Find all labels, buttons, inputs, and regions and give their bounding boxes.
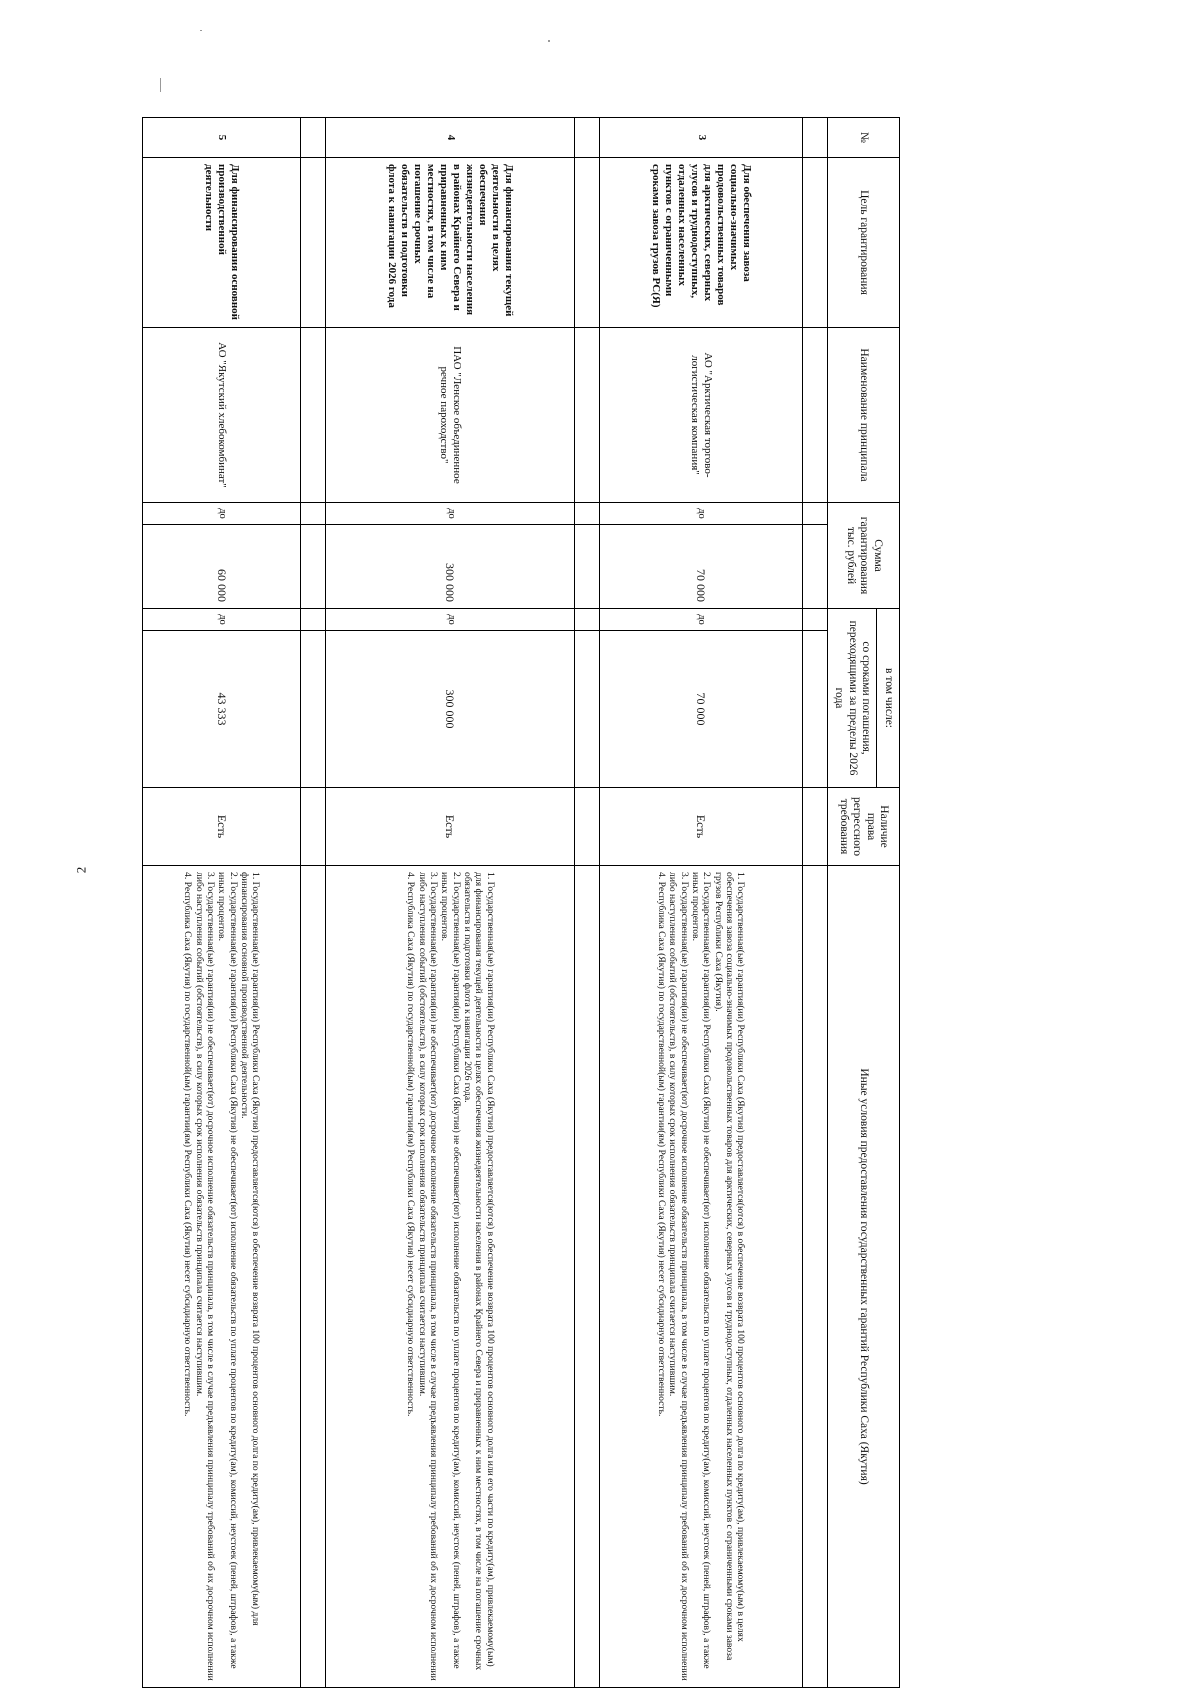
header-incl: в том числе: <box>877 609 900 788</box>
row-amount-prefix: до <box>600 503 802 525</box>
spacer-row <box>575 118 600 1688</box>
condition-item: 4. Республика Саха (Якутия) по государственной(ым) гарантии(ям) Республики Саха (Якутия) несет субсидиарную ответственность. <box>405 872 417 1417</box>
guarantees-table <box>142 117 900 1688</box>
row-goal: Для обеспечения завоза социально-значимых продовольственных товаров для арктических, северных улусов и труднодоступных, отдаленных населенных пунктов с ограниченными сроками завоза грузов РС(Я) <box>600 158 802 328</box>
table-row <box>326 118 575 1688</box>
row-principal: АО "Якутский хлебокомбинат" <box>143 328 301 503</box>
header-incl-sub: со сроками погашения, переходящими за пределы 2026 года <box>827 609 877 788</box>
row-amount: 60 000 <box>143 525 301 609</box>
row-goal: Для финансирования текущей деятельности в целях обеспечения жизнедеятельности населения в районах Крайнего Севера и приравненных к ним местностях, в том числе на погашение срочных обязательств и подготовки флота к навигации 2026 года <box>326 158 575 328</box>
row-goal: Для финансирования основной производственной деятельности <box>143 158 301 328</box>
scan-speck <box>200 30 202 31</box>
header-goal: Цель гарантирования <box>827 158 899 328</box>
spacer-row <box>301 118 326 1688</box>
scan-speck <box>548 40 550 42</box>
row-num: 5 <box>143 118 301 158</box>
header-amount: Сумма гарантирования тыс. рублей <box>827 503 899 609</box>
condition-item: 3. Государственная(ые) гарантия(ии) не обеспечивает(ют) досрочное исполнение обязательств принципала, в том числе в случае предъявления принципалу требований об их досрочном исполнении либо наступления событий (обстоятельств), в силу которых срок исполнения обязательств принципала считается наступившим. <box>416 872 440 1681</box>
row-regress: Есть <box>326 788 575 866</box>
header-num: № <box>827 118 899 158</box>
row-num: 4 <box>326 118 575 158</box>
condition-item: 2. Государственная(ые) гарантия(ии) Республики Саха (Якутия) не обеспечивает(ют) исполнение обязательств по уплате процентов по кредиту(ам), комиссий, неустоек (пеней, штрафов), а также иных процентов. <box>439 872 462 1669</box>
row-amount: 300 000 <box>326 525 575 609</box>
condition-item: 1. Государственная(ые) гарантия(ии) Республики Саха (Якутия) предоставляется(ются) в обеспечение возврата 100 процентов основного долга или его части по кредиту(ам), привлекаемому(ым) для финансирования текущей деятельности в целях обеспечения жизнедеятельности населения в районах Крайнего Севера и приравненных к ним местностях, в том числе на погашение срочных обязательств и подготовки флота к навигации 2026 года. <box>461 872 496 1671</box>
condition-item: 2. Государственная(ые) гарантия(ии) Республики Саха (Якутия) не обеспечивает(ют) исполнение обязательств по уплате процентов по кредиту(ам), комиссий, неустоек (пеней, штрафов), а также иных процентов. <box>216 872 239 1669</box>
row-principal: АО "Арктическая торгово-логистическая компания" <box>600 328 802 503</box>
header-principal: Наименование принципала <box>827 328 899 503</box>
row-conditions <box>143 866 301 1688</box>
row-incl-amount: 300 000 <box>326 631 575 788</box>
row-amount-prefix: до <box>326 503 575 525</box>
row-incl-amount: 70 000 <box>600 631 802 788</box>
row-incl-prefix: до <box>326 609 575 631</box>
header-regress: Наличие права регрессного требования <box>827 788 899 866</box>
row-num: 3 <box>600 118 802 158</box>
header-conditions: Иные условия предоставления государственных гарантий Республики Саха (Якутия) <box>827 866 899 1688</box>
condition-item: 4. Республика Саха (Якутия) по государственной(ым) гарантии(ям) Республики Саха (Якутия) несет субсидиарную ответственность. <box>656 872 668 1417</box>
row-incl-prefix: до <box>600 609 802 631</box>
row-principal: ПАО "Ленское объединенное речное пароходство" <box>326 328 575 503</box>
condition-item: 3. Государственная(ые) гарантия(ии) не обеспечивает(ют) досрочное исполнение обязательств принципала, в том числе в случае предъявления принципалу требований об их досрочном исполнении либо наступления событий (обстоятельств), в силу которых срок исполнения обязательств принципала считается наступившим. <box>667 872 690 1681</box>
condition-item: 1. Государственная(ые) гарантия(ии) Республики Саха (Якутия) предоставляется(ются) в обеспечение возврата 100 процентов основного долга по кредиту(ам), привлекаемому(ым) для финансирования основной производственной деятельности. <box>238 872 262 1626</box>
row-amount: 70 000 <box>600 525 802 609</box>
header-row <box>877 118 900 1688</box>
condition-item: 3. Государственная(ые) гарантия(ии) не обеспечивает(ют) досрочное исполнение обязательств принципала, в том числе в случае предъявления принципалу требований об их досрочном исполнении либо наступления событий (обстоятельств), в силу которых срок исполнения обязательств принципала считается наступившим. <box>193 872 217 1681</box>
row-regress: Есть <box>143 788 301 866</box>
condition-item: 4. Республика Саха (Якутия) по государственной(ым) гарантии(ям) Республики Саха (Якутия) несет субсидиарную ответственность. <box>182 872 194 1417</box>
row-amount-prefix: до <box>143 503 301 525</box>
scan-speck <box>160 78 161 92</box>
row-incl-prefix: до <box>143 609 301 631</box>
page-number: 2 <box>73 866 89 874</box>
row-conditions <box>326 866 575 1688</box>
rotated-page <box>142 117 900 1687</box>
table-row <box>143 118 301 1688</box>
row-regress: Есть <box>600 788 802 866</box>
table-row <box>600 118 802 1688</box>
row-incl-amount: 43 333 <box>143 631 301 788</box>
spacer-row <box>802 118 827 1688</box>
row-conditions <box>600 866 802 1688</box>
condition-item: 2. Государственная(ые) гарантия(ии) Республики Саха (Якутия) не обеспечивает(ют) исполнение обязательств по уплате процентов по кредиту(ам), комиссий, неустоек (пеней, штрафов), а также иных процентов. <box>690 872 713 1669</box>
condition-item: 1. Государственная(ые) гарантия(ии) Республики Саха (Якутия) предоставляется(ются) в обеспечение возврата 100 процентов основного долга по кредиту(ам), привлекаемому(ым) в целях обеспечения завоза социально-значимых продовольственных товаров для арктических, северных улусов и труднодоступных, отдаленных населенных пунктов с ограниченными сроками завоза грузов Республики Саха (Якутия). <box>712 872 747 1661</box>
